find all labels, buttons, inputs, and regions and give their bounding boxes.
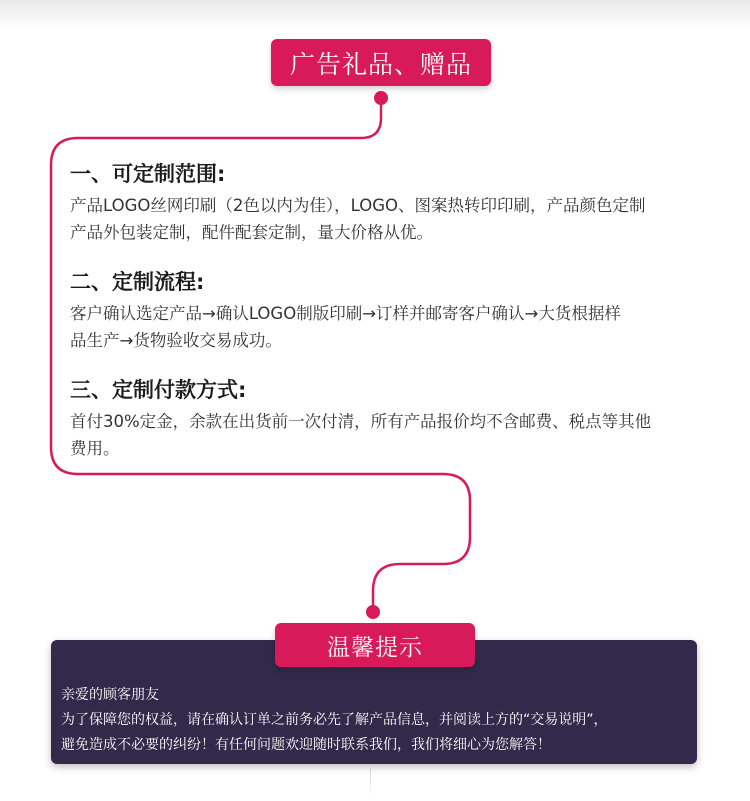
connector-dot-bottom [366, 605, 380, 619]
header-tag: 广告礼品、赠品 [271, 39, 491, 86]
notice-line: 避免造成不必要的纠纷！有任何问题欢迎随时联系我们，我们将细心为您解答！ [61, 737, 551, 753]
section-line: 产品LOGO丝网印刷（2色以内为佳），LOGO、图案热转印印刷，产品颜色定制 [70, 196, 646, 215]
section-title: 三、定制付款方式: [70, 378, 247, 402]
section-title: 一、可定制范围: [70, 162, 226, 186]
section-line: 品生产→货物验收交易成功。 [70, 331, 282, 350]
section-line: 首付30%定金，余款在出货前一次付清，所有产品报价均不含邮费、税点等其他 [70, 412, 652, 431]
notice-greeting: 亲爱的顾客朋友 [61, 687, 159, 703]
section-line: 客户确认选定产品→确认LOGO制版印刷→订样并邮寄客户确认→大货根据样 [70, 304, 621, 323]
section-title: 二、定制流程: [70, 270, 205, 294]
section-customization-process [70, 266, 735, 354]
notice-line: 为了保障您的权益，请在确认订单之前务必先了解产品信息，并阅读上方的“交易说明”， [61, 712, 608, 728]
section-payment-method [70, 374, 735, 462]
notice-tag: 温馨提示 [275, 623, 475, 667]
section-customization-scope [70, 158, 735, 246]
section-line: 费用。 [70, 439, 120, 458]
section-line: 产品外包装定制，配件配套定制，量大价格从优。 [70, 223, 433, 242]
bottom-divider [370, 768, 371, 798]
connector-dot-top [374, 91, 388, 105]
